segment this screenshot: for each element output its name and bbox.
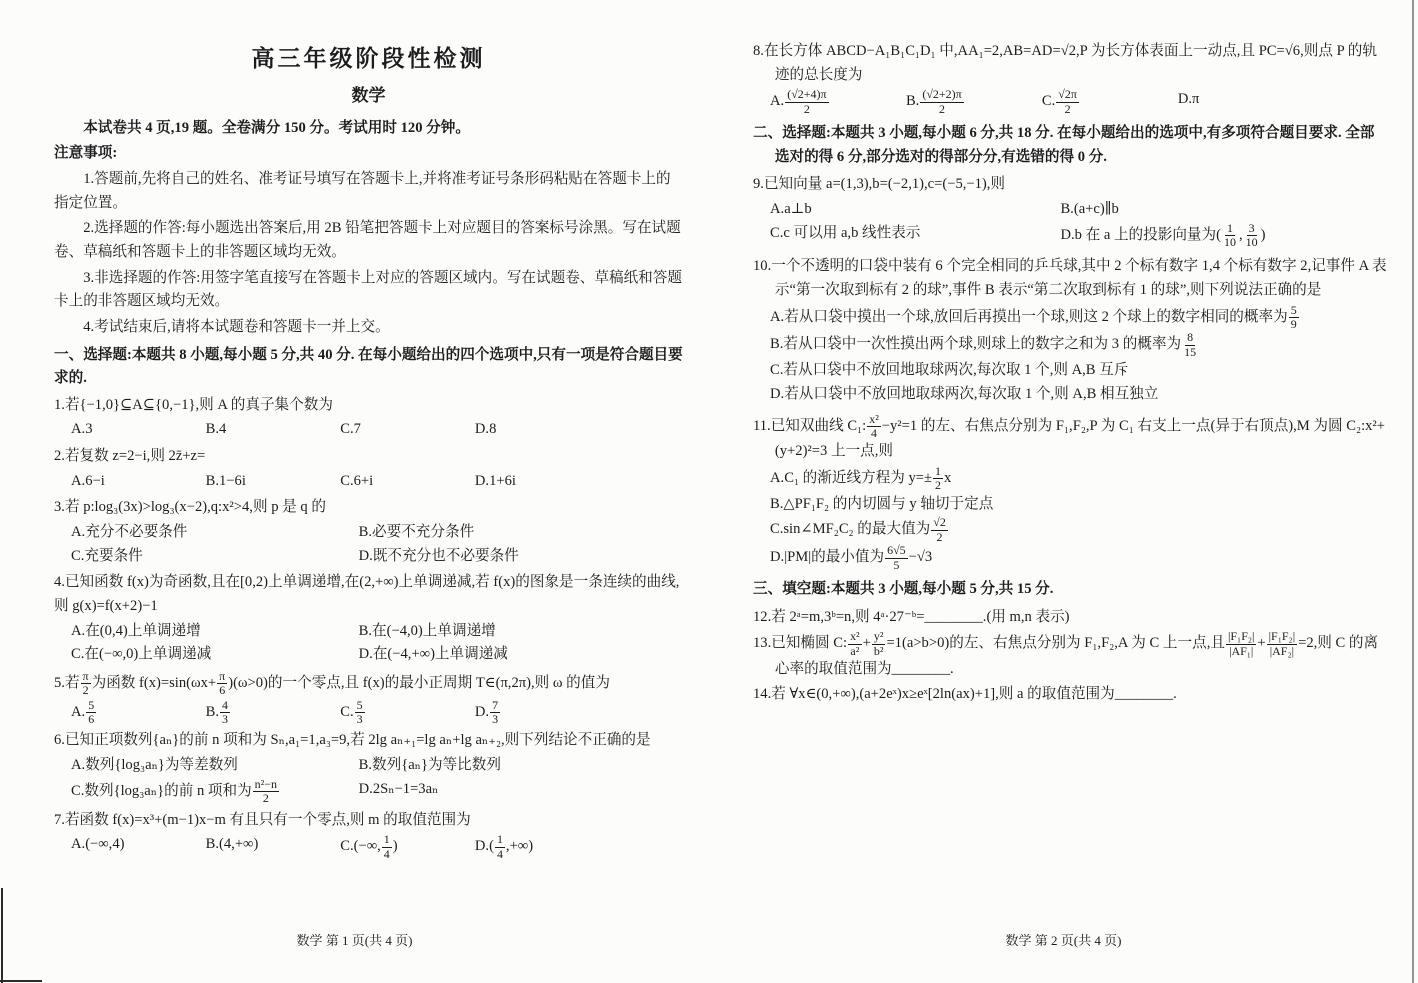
question-1-options <box>54 418 683 442</box>
question-6 <box>54 729 683 805</box>
question-1-option-c: C.7 <box>340 421 361 438</box>
question-13: 13.已知椭圆 C: $\frac{\text{x²}}{\text{a²}}$ + $\frac{\text{y²}}{\text{b²}}$ =1(a>b>0)的左、右焦点分别为 F₁,F₂,A 为 C 上一点,且 $\frac{\text{|F₁F₂|}}{\text{|AF₁|}}$ + $\frac{\text{|F₁F₂|}}{\text{|AF₂|}}$ =2,则 C 的离心率的取值范围为________. <box>753 629 1379 677</box>
question-8 <box>753 40 1388 116</box>
page-2 <box>709 0 1418 983</box>
question-9 <box>753 173 1388 249</box>
question-4-options <box>54 620 683 667</box>
section-1-header: 一、选择题:本题共 8 小题,每小题 5 分,共 40 分. 在每小题给出的四个选项中,只有一项是符合题目要求的. <box>54 346 683 387</box>
question-7-option-a: A.(−∞,4) <box>71 836 125 853</box>
question-5-options <box>54 699 683 727</box>
question-3-option-c: C.充要条件 <box>71 547 143 564</box>
question-8-option-a: A. $\frac{(√2+4)\pi}{2}$ <box>770 87 827 116</box>
question-8-option-b: B. $\frac{(√2+2)\pi}{2}$ <box>905 87 962 116</box>
question-6-stem: 6.已知正项数列{aₙ}的前 n 项和为 Sₙ,a₁=1,a₃=9,若 2lg aₙ₊₁=lg aₙ+lg aₙ₊₂,则下列结论不正确的是 <box>54 732 651 749</box>
notice-item-1: 1.答题前,先将自己的姓名、准考证号填写在答题卡上,并将准考证号条形码粘贴在答题卡上的指定位置。 <box>54 171 671 211</box>
question-10-option-a: A.若从口袋中摸出一个球,放回后再摸出一个球,则这 2 个球上的数字相同的概率为 $\frac{5}{9}$ <box>770 302 1297 332</box>
scan-edge-artifact-bottom <box>0 980 42 982</box>
question-5-option-d: D. $\frac{7}{3}$ <box>474 697 499 727</box>
question-5-option-a: A. $\frac{5}{6}$ <box>71 697 95 727</box>
question-14: 14.若 ∀x∈(0,+∞),(a+2eˣ)x≥eˣ[2ln(ax)+1],则 a 的取值范围为________. <box>753 685 1177 702</box>
question-8-option-d: D.π <box>1177 91 1200 108</box>
scan-edge-artifact-right <box>1412 0 1414 983</box>
question-7-stem: 7.若函数 f(x)=x³+(m−1)x−m 有且只有一个零点,则 m 的取值范围为 <box>54 811 471 828</box>
question-2-option-c: C.6+i <box>340 472 374 489</box>
question-11-option-d: D.|PM|的最小值为 $\frac{6√5}{5}$ −√3 <box>770 543 933 572</box>
question-9-option-d: D.b 在 a 上的投影向量为( $\frac{1}{10}$ , $\frac{3}{10}$ ) <box>1060 220 1266 250</box>
question-8-options <box>753 88 1388 116</box>
question-8-stem: 8.在长方体 ABCD−A₁B₁C₁D₁ 中,AA₁=2,AB=AD=√2,P 为长方体表面上一动点,且 PC=√6,则点 P 的轨迹的总长度为 <box>753 43 1377 83</box>
question-11-stem: 11.已知双曲线 C₁: $\frac{\text{x²}}{4}$ −y²=1 的左、右焦点分别为 F₁,F₂,P 为 C₁ 右支上一点(异于右顶点),M 为圆 C₂:x²+(y+2)²=3 上一点,则 <box>753 411 1386 460</box>
question-2-option-a: A.6−i <box>71 472 105 489</box>
question-9-option-b: B.(a+c)∥b <box>1060 200 1119 217</box>
question-9-option-a: A.a⊥b <box>770 200 812 217</box>
question-4-option-a: A.在(0,4)上单调递增 <box>71 622 201 639</box>
question-10-option-b: B.若从口袋中一次性摸出两个球,则球上的数字之和为 3 的概率为 $\frac{8}{15}$ <box>770 330 1197 359</box>
question-6-option-b: B.数列{aₙ}为等比数列 <box>358 757 501 774</box>
question-1-option-a: A.3 <box>71 421 93 438</box>
question-10-options <box>753 304 1388 407</box>
question-11 <box>753 413 1388 572</box>
question-9-options <box>753 198 1388 249</box>
question-6-options <box>54 754 683 805</box>
paper-subject: 数学 <box>351 86 386 106</box>
question-10-option-c: C.若从口袋中不放回地取球两次,每次取 1 个,则 A,B 互斥 <box>770 362 1129 379</box>
question-3-options <box>54 521 683 568</box>
question-5-option-b: B. $\frac{4}{3}$ <box>205 697 228 727</box>
section-2-header: 二、选择题:本题共 3 小题,每小题 6 分,共 18 分. 在每小题给出的选项中,有多项符合题目要求. 全部选对的得 6 分,部分选对的得部分分,有选错的得 0 分. <box>753 125 1375 165</box>
question-11-option-c: C.sin∠MF₂C₂ 的最大值为 $\frac{√2}{2}$ <box>770 515 946 544</box>
question-7-option-c: C.(−∞, $\frac{1}{4}$ ) <box>340 832 398 861</box>
question-3-stem: 3.若 p:log₃(3x)>log₃(x−2),q:x²>4,则 p 是 q 的 <box>54 499 326 516</box>
question-5 <box>54 670 683 727</box>
question-4-option-b: B.在(−4,0)上单调递增 <box>358 622 496 639</box>
question-5-option-c: C. $\frac{5}{3}$ <box>340 697 363 727</box>
question-11-option-a: A.C₁ 的渐近线方程为 y=± $\frac{1}{2}$ x <box>770 463 952 493</box>
question-7-option-d: D.( $\frac{1}{4}$ ,+∞) <box>474 832 534 861</box>
question-9-stem: 9.已知向量 a=(1,3),b=(−2,1),c=(−5,−1),则 <box>753 176 1006 193</box>
notice-heading: 注意事项: <box>54 145 118 162</box>
question-1 <box>54 394 683 442</box>
question-5-stem: 5.若 $\frac{\pi}{2}$ 为函数 f(x)=sin(ωx+ $\frac{\pi}{6}$ )(ω>0)的一个零点,且 f(x)的最小正周期 T∈(π,2π),则 ω 的值为 <box>54 668 610 698</box>
notice-item-2: 2.选择题的作答:每小题选出答案后,用 2B 铅笔把答题卡上对应题目的答案标号涂黑。写在试题卷、草稿纸和答题卡上的非答题区域均无效。 <box>54 220 681 260</box>
question-10 <box>753 255 1388 406</box>
question-10-option-d: D.若从口袋中不放回地取球两次,每次取 1 个,则 A,B 相互独立 <box>770 385 1159 402</box>
question-2-option-b: B.1−6i <box>205 472 246 489</box>
question-6-option-d: D.2Sₙ−1=3aₙ <box>358 780 439 797</box>
question-6-option-c: C.数列{log₃aₙ}的前 n 项和为 $\frac{\text{n²−n}}{2}$ <box>71 776 277 806</box>
question-2 <box>54 445 683 493</box>
question-7 <box>54 809 683 861</box>
question-3-option-d: D.既不充分也不必要条件 <box>358 547 519 564</box>
question-3 <box>54 496 683 568</box>
question-1-option-d: D.8 <box>474 421 497 438</box>
page-2-footer: 数学 第 2 页(共 4 页) <box>1005 932 1122 948</box>
question-7-options <box>54 833 683 861</box>
question-8-option-c: C. $\frac{√2\pi}{2}$ <box>1041 87 1077 116</box>
notice-item-3: 3.非选择题的作答:用签字笔直接写在答题卡上对应的答题区域内。写在试题卷、草稿纸和答题卡上的非答题区域均无效。 <box>54 269 682 310</box>
question-12: 12.若 2ᵃ=m,3ᵇ=n,则 4ᵃ·27⁻ᵇ=________.(用 m,n 表示) <box>753 608 1070 625</box>
exam-info: 本试卷共 4 页,19 题。全卷满分 150 分。考试用时 120 分钟。 <box>83 119 470 136</box>
question-1-option-b: B.4 <box>205 421 227 438</box>
question-6-option-a: A.数列{log₃aₙ}为等差数列 <box>71 757 238 774</box>
question-11-option-b: B.△PF₁F₂ 的内切圆与 y 轴切于定点 <box>770 495 994 512</box>
question-3-option-a: A.充分不必要条件 <box>71 524 188 541</box>
question-1-stem: 1.若{−1,0}⊆A⊆{0,−1},则 A 的真子集个数为 <box>54 396 333 413</box>
question-3-option-b: B.必要不充分条件 <box>358 524 475 541</box>
question-4 <box>54 571 683 667</box>
scan-edge-artifact-left-bottom <box>1 888 3 983</box>
question-2-options <box>54 470 683 494</box>
question-10-stem: 10.一个不透明的口袋中装有 6 个完全相同的乒乓球,其中 2 个标有数字 1,4 个标有数字 2,记事件 A 表示“第一次取到标有 2 的球”,事件 B 表示“第二次取到标有 1 的球”,则下列说法正确的是 <box>753 258 1387 299</box>
question-2-stem: 2.若复数 z=2−i,则 2z̄+z= <box>54 448 206 465</box>
page-1-footer: 数学 第 1 页(共 4 页) <box>296 932 413 948</box>
section-3-header: 三、填空题:本题共 3 小题,每小题 5 分,共 15 分. <box>753 580 1054 597</box>
paper-title: 高三年级阶段性检测 <box>251 46 486 71</box>
question-4-option-c: C.在(−∞,0)上单调递减 <box>71 646 212 663</box>
question-4-stem: 4.已知函数 f(x)为奇函数,且在[0,2)上单调递增,在(2,+∞)上单调递减,若 f(x)的图象是一条连续的曲线,则 g(x)=f(x+2)−1 <box>54 574 680 614</box>
question-4-option-d: D.在(−4,+∞)上单调递减 <box>358 646 508 663</box>
notice-item-4: 4.考试结束后,请将本试题卷和答题卡一并上交。 <box>83 318 390 335</box>
question-7-option-b: B.(4,+∞) <box>205 836 259 853</box>
question-9-option-c: C.c 可以用 a,b 线性表示 <box>770 224 921 241</box>
question-11-options <box>753 465 1388 572</box>
question-2-option-d: D.1+6i <box>474 472 516 489</box>
